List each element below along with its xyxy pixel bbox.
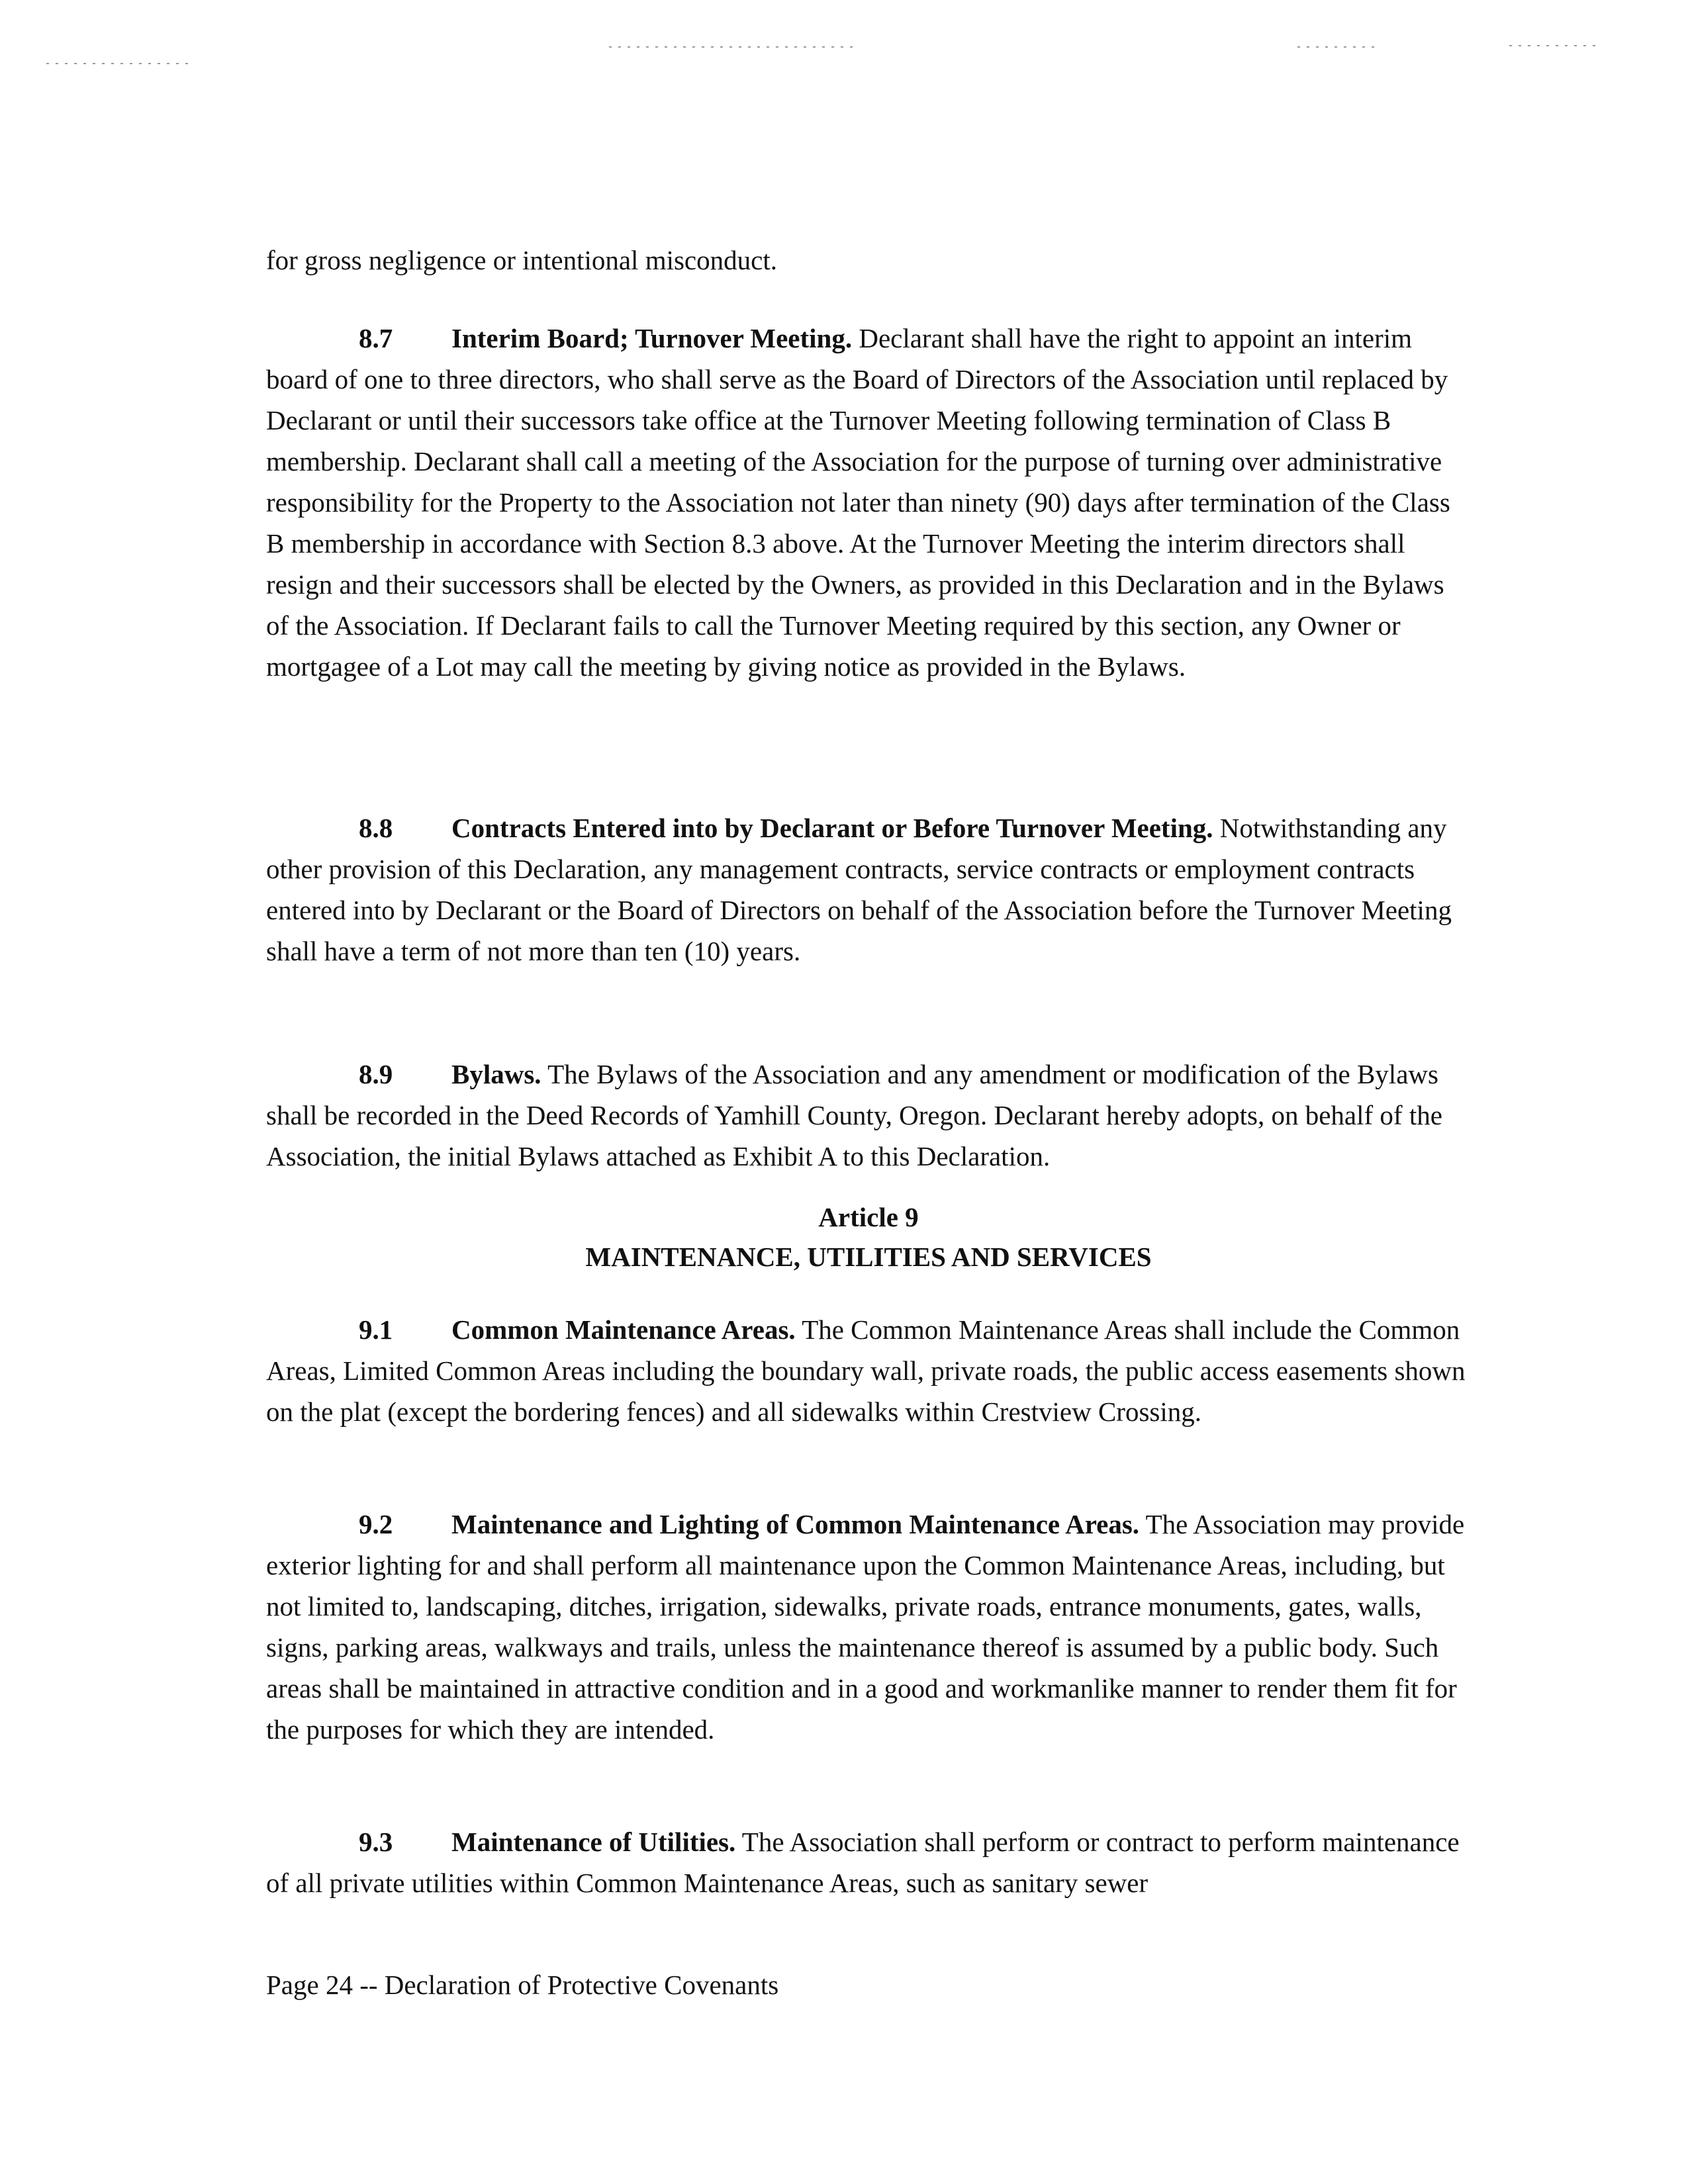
section-9-2 <box>266 1504 1471 1750</box>
section-text: The Bylaws of the Association and any amendment or modification of the Bylaws shall be recorded in the Deed Records of Yamhill County, Oregon. Declarant hereby adopts, on behalf of the Association, the initial Bylaws attached as Exhibit A to this Declaration. <box>266 1059 1442 1171</box>
section-text: The Association shall perform or contract to perform maintenance of all private utilities within Common Maintenance Areas, such as sanitary sewer <box>266 1827 1460 1898</box>
section-text: The Common Maintenance Areas shall include the Common Areas, Limited Common Areas including the boundary wall, private roads, the public access easements shown on the plat (except the bordering fences) and all sidewalks within Crestview Crossing. <box>266 1314 1466 1427</box>
section-number: 8.7 <box>359 323 393 353</box>
section-title: Bylaws. <box>451 1059 541 1089</box>
scan-artifact <box>1509 45 1595 46</box>
section-title: Contracts Entered into by Declarant or Before Turnover Meeting. <box>451 813 1213 843</box>
section-number: 9.2 <box>359 1509 393 1539</box>
scan-artifact <box>609 46 854 48</box>
section-8-7 <box>266 318 1471 687</box>
section-9-3 <box>266 1821 1471 1903</box>
section-text: Declarant shall have the right to appoint an interim board of one to three directors, who shall serve as the Board of Directors of the Association until replaced by Declarant or until their successors take office at the Turnover Meeting following termination of Class B membership. Declarant shall call a meeting of the Association for the purpose of turning over administrative responsibility for the Property to the Association not later than ninety (90) days after termination of the Class B membership in accordance with Section 8.3 above. At the Turnover Meeting the interim directors shall resign and their successors shall be elected by the Owners, as provided in this Declaration and in the Bylaws of the Association. If Declarant fails to call the Turnover Meeting required by this section, any Owner or mortgagee of a Lot may call the meeting by giving notice as provided in the Bylaws. <box>266 323 1450 682</box>
section-title: Maintenance of Utilities. <box>451 1827 736 1857</box>
continuation-text: for gross negligence or intentional misconduct. <box>266 245 777 275</box>
section-8-9 <box>266 1054 1471 1177</box>
article-title: MAINTENANCE, UTILITIES AND SERVICES <box>585 1242 1152 1272</box>
section-text: The Association may provide exterior lighting for and shall perform all maintenance upon the Common Maintenance Areas, including, but not limited to, landscaping, ditches, irrigation, sidewalks, private roads, entrance monuments, gates, walls, signs, parking areas, walkways and trails, unless the maintenance thereof is assumed by a public body. Such areas shall be maintained in attractive condition and in a good and workmanlike manner to render them fit for the purposes for which they are intended. <box>266 1509 1465 1745</box>
section-title: Maintenance and Lighting of Common Maintenance Areas. <box>451 1509 1140 1539</box>
section-title: Interim Board; Turnover Meeting. <box>451 323 853 353</box>
scan-artifact <box>46 63 192 64</box>
section-number: 8.9 <box>359 1059 393 1089</box>
section-text: Notwithstanding any other provision of this Declaration, any management contracts, service contracts or employment contracts entered into by Declarant or the Board of Directors on behalf of the Association before the Turnover Meeting shall have a term of not more than ten (10) years. <box>266 813 1452 966</box>
section-number: 9.3 <box>359 1827 393 1857</box>
page-footer: Page 24 -- Declaration of Protective Covenants <box>266 1970 779 2000</box>
section-number: 8.8 <box>359 813 393 843</box>
section-8-8 <box>266 807 1471 972</box>
article-number: Article 9 <box>818 1202 919 1232</box>
scan-artifact <box>1297 46 1377 48</box>
section-title: Common Maintenance Areas. <box>451 1314 796 1345</box>
section-number: 9.1 <box>359 1314 393 1345</box>
section-9-1 <box>266 1309 1471 1432</box>
